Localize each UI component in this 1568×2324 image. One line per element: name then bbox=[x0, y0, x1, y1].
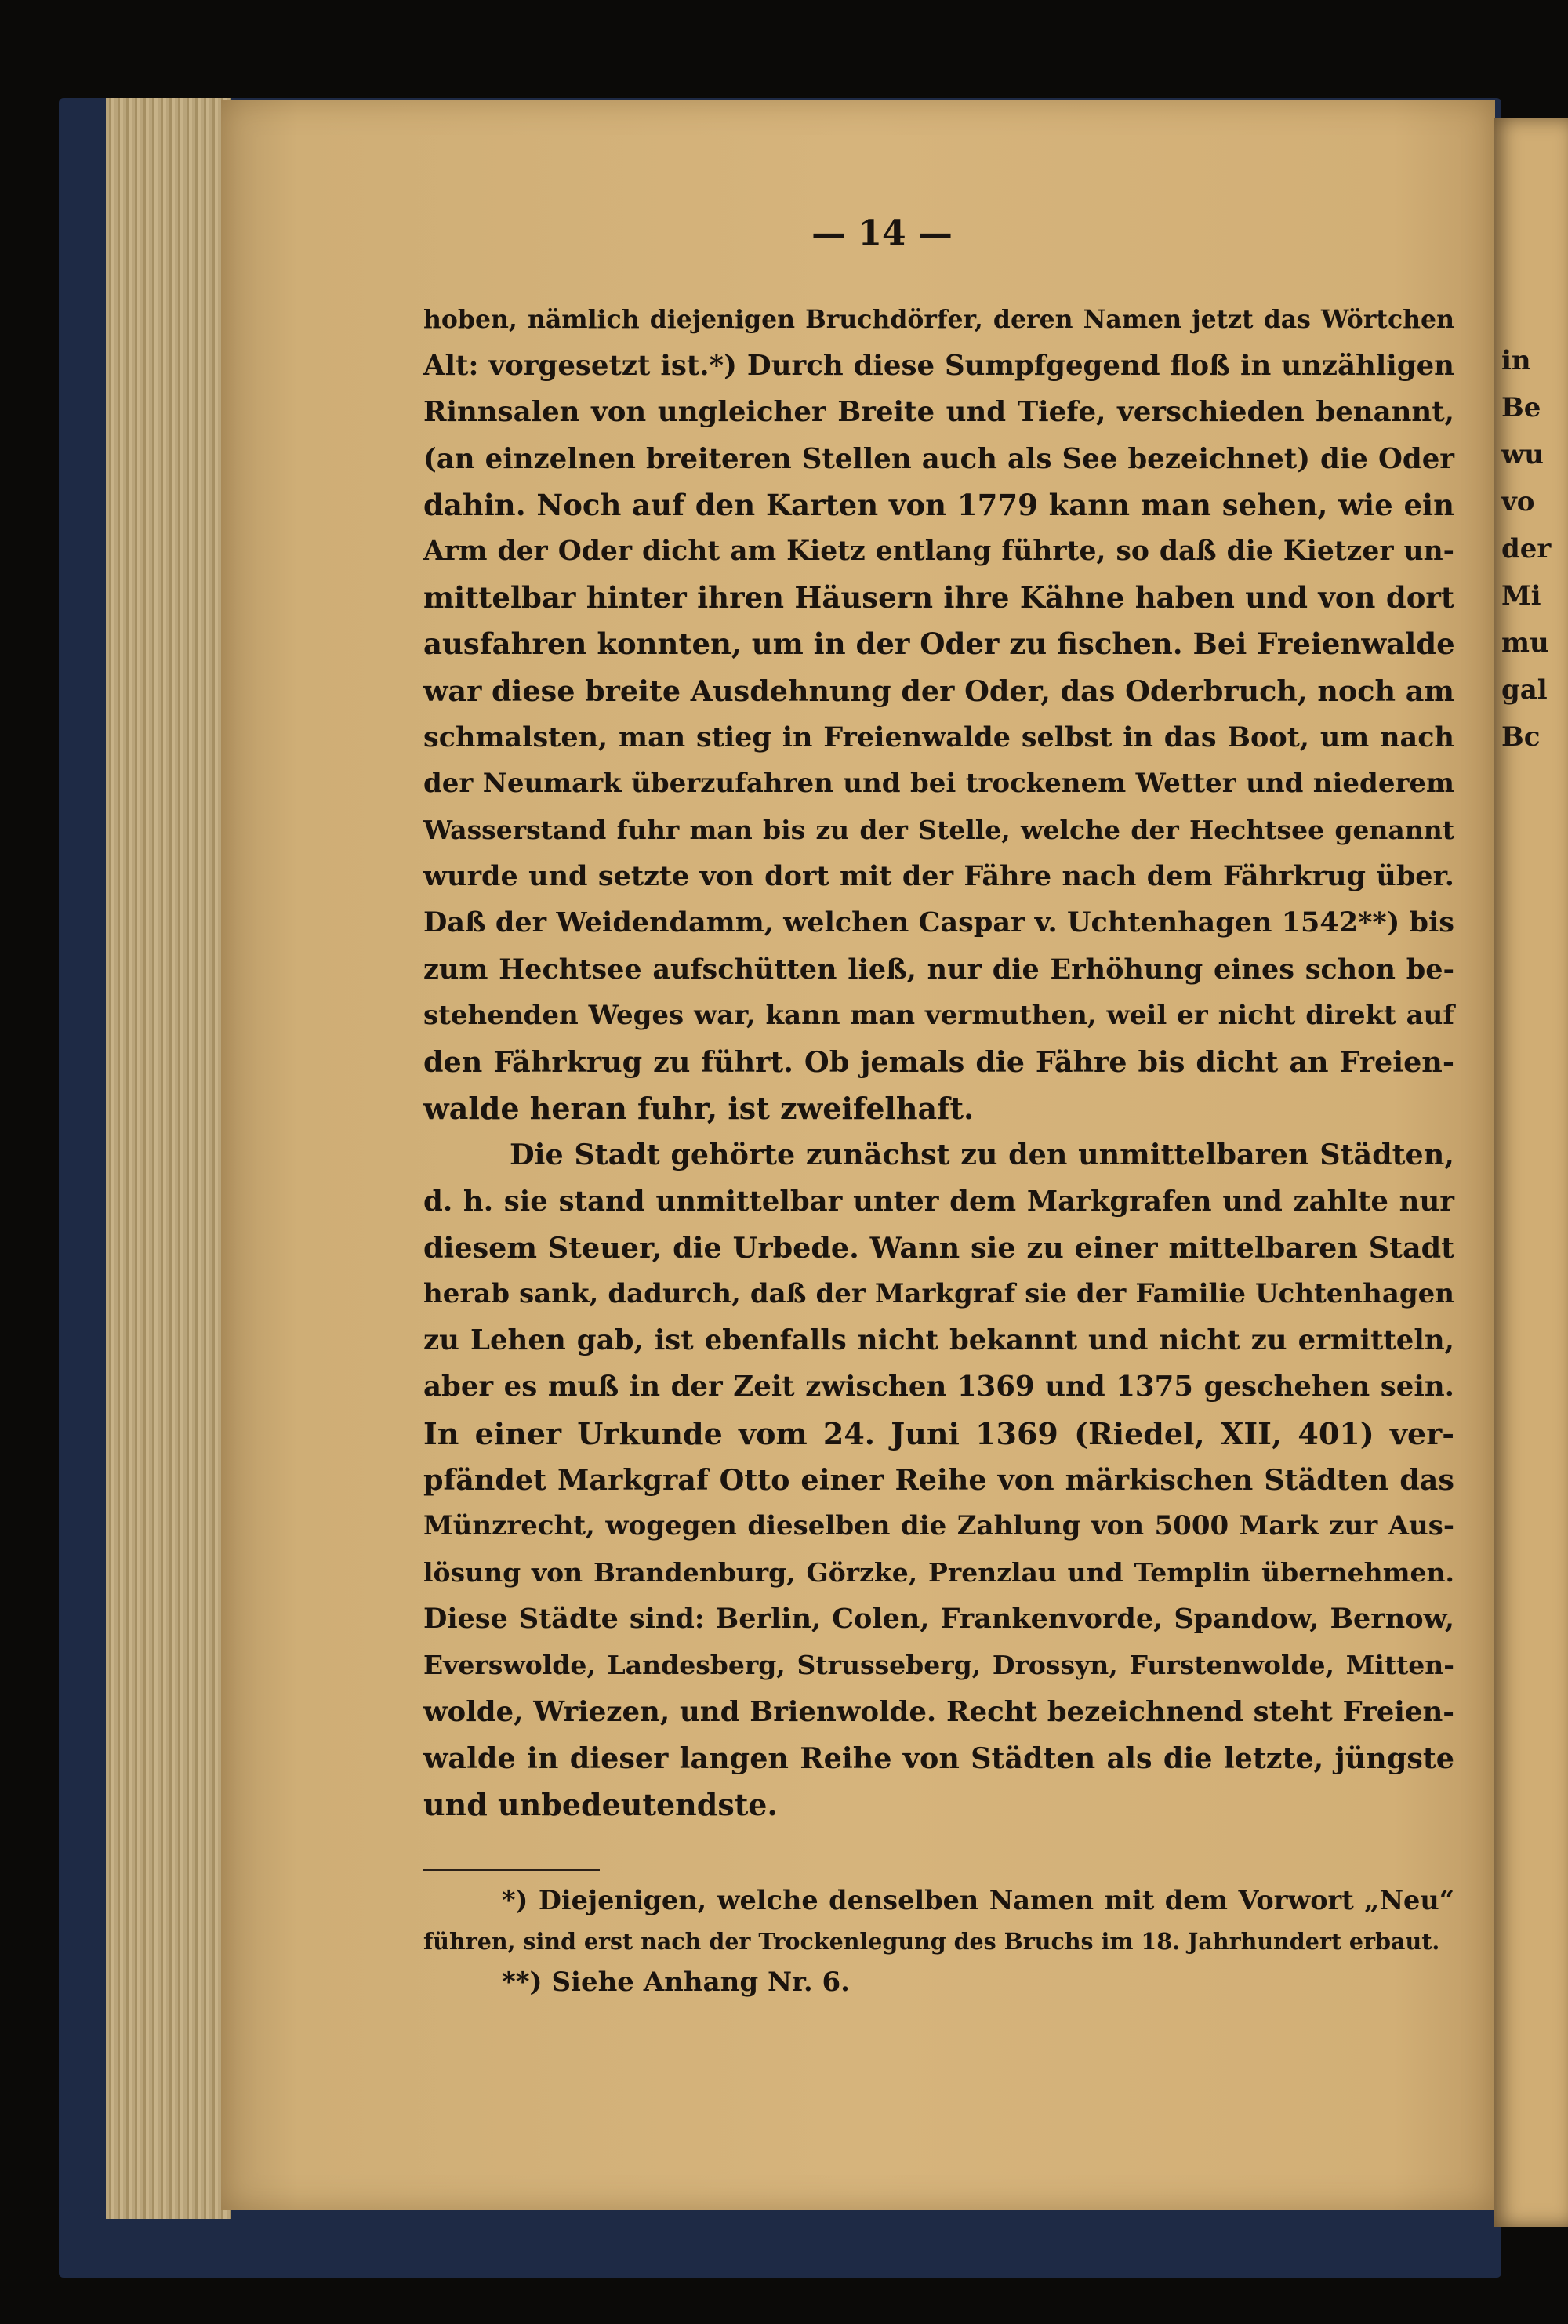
next-page-edge bbox=[1494, 118, 1568, 2227]
text-line: walde heran fuhr, ist zweifelhaft. bbox=[423, 1091, 975, 1127]
next-page-fragment: Bc bbox=[1501, 721, 1541, 753]
footnote-line: **) Siehe Anhang Nr. 6. bbox=[502, 1966, 850, 1998]
text-line: Rinnsalen von ungleicher Breite und Tiefe, verschieden benannt, bbox=[423, 396, 1454, 429]
text-line: zu Lehen gab, ist ebenfalls nicht bekannt und nicht zu ermitteln, bbox=[423, 1324, 1454, 1357]
text-line: Daß der Weidendamm, welchen Caspar v. Uchtenhagen 1542**) bis bbox=[423, 906, 1454, 939]
text-line: den Fährkrug zu führt. Ob jemals die Fähre bis dicht an Freien- bbox=[423, 1045, 1454, 1079]
text-line: schmalsten, man stieg in Freienwalde selbst in das Boot, um nach bbox=[423, 721, 1454, 753]
text-line: war diese breite Ausdehnung der Oder, das Oderbruch, noch am bbox=[423, 674, 1454, 708]
text-line: Arm der Oder dicht am Kietz entlang führte, so daß die Kietzer un- bbox=[423, 535, 1454, 567]
text-line: Münzrecht, wogegen dieselben die Zahlung von 5000 Mark zur Aus- bbox=[423, 1509, 1454, 1541]
footnote-divider bbox=[423, 1869, 600, 1871]
text-line: Everswolde, Landesberg, Strusseberg, Drossyn, Furstenwolde, Mitten- bbox=[423, 1650, 1454, 1681]
text-line: hoben, nämlich diejenigen Bruchdörfer, deren Namen jetzt das Wörtchen bbox=[423, 305, 1454, 334]
text-line: zum Hechtsee aufschütten ließ, nur die Erhöhung eines schon be- bbox=[423, 953, 1454, 986]
text-line: der Neumark überzufahren und bei trockenem Wetter und niederem bbox=[423, 767, 1454, 799]
text-line: Wasserstand fuhr man bis zu der Stelle, welche der Hechtsee genannt bbox=[423, 815, 1454, 846]
text-line: Diese Städte sind: Berlin, Colen, Frankenvorde, Spandow, Bernow, bbox=[423, 1603, 1454, 1636]
next-page-fragment: vo bbox=[1501, 486, 1535, 517]
page-edges bbox=[106, 98, 231, 2219]
text-line: aber es muß in der Zeit zwischen 1369 und 1375 geschehen sein. bbox=[423, 1371, 1454, 1403]
footnotes bbox=[423, 1880, 1454, 2003]
next-page-fragment: Mi bbox=[1501, 580, 1541, 612]
next-page-fragment: Be bbox=[1501, 392, 1541, 423]
text-line: d. h. sie stand unmittelbar unter dem Markgrafen und zahlte nur bbox=[423, 1185, 1454, 1218]
text-line: (an einzelnen breiteren Stellen auch als See bezeichnet) die Oder bbox=[423, 442, 1454, 475]
text-line: lösung von Brandenburg, Görzke, Prenzlau und Templin übernehmen. bbox=[423, 1557, 1454, 1589]
text-line: und unbedeutendste. bbox=[423, 1787, 778, 1822]
text-line: ausfahren konnten, um in der Oder zu fischen. Bei Freienwalde bbox=[423, 626, 1455, 662]
paragraph-start-line: Die Stadt gehörte zunächst zu den unmittelbaren Städten, bbox=[510, 1138, 1454, 1172]
text-line: wurde und setzte von dort mit der Fähre nach dem Fährkrug über. bbox=[423, 860, 1454, 893]
footnote-line: *) Diejenigen, welche denselben Namen mit dem Vorwort „Neu“ bbox=[502, 1885, 1454, 1915]
next-page-fragment: gal bbox=[1501, 674, 1548, 706]
next-page-fragment: der bbox=[1501, 533, 1552, 565]
text-line: In einer Urkunde vom 24. Juni 1369 (Riedel, XII, 401) ver- bbox=[423, 1415, 1454, 1451]
text-line: walde in dieser langen Reihe von Städten als die letzte, jüngste bbox=[423, 1741, 1454, 1775]
text-line: mittelbar hinter ihren Häusern ihre Kähne haben und von dort bbox=[423, 580, 1454, 615]
text-line: dahin. Noch auf den Karten von 1779 kann man sehen, wie ein bbox=[423, 487, 1454, 522]
next-page-fragment: mu bbox=[1501, 627, 1549, 659]
text-line: diesem Steuer, die Urbede. Wann sie zu einer mittelbaren Stadt bbox=[423, 1230, 1454, 1265]
text-line: stehenden Weges war, kann man vermuthen, weil er nicht direkt auf bbox=[423, 999, 1454, 1031]
text-line: Alt: vorgesetzt ist.*) Durch diese Sumpfgegend floß in unzähligen bbox=[423, 350, 1454, 383]
body-text bbox=[423, 296, 1454, 1828]
text-line: pfändet Markgraf Otto einer Reihe von märkischen Städten das bbox=[423, 1462, 1454, 1497]
footnote-line: führen, sind erst nach der Trockenlegung des Bruchs im 18. Jahrhundert erbaut. bbox=[423, 1928, 1440, 1955]
text-line: wolde, Wriezen, und Brienwolde. Recht bezeichnend steht Freien- bbox=[423, 1695, 1454, 1728]
next-page-fragment: in bbox=[1501, 345, 1531, 376]
text-line: herab sank, dadurch, daß der Markgraf sie der Familie Uchtenhagen bbox=[423, 1277, 1454, 1309]
next-page-fragment: wu bbox=[1501, 439, 1544, 470]
page-number: — 14 — bbox=[811, 213, 953, 253]
